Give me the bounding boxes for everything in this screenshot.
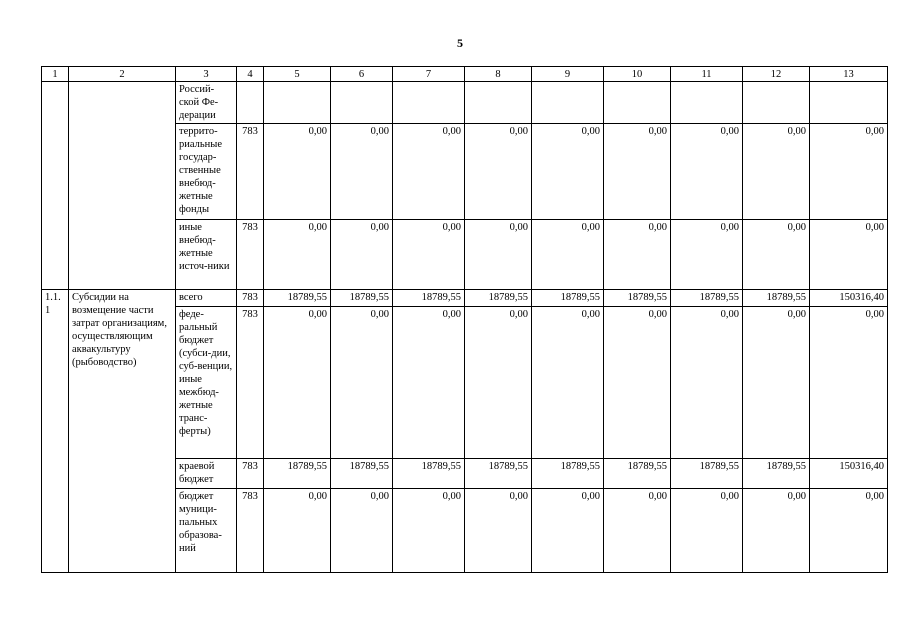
- value-cell: 0,00: [393, 307, 465, 459]
- code-cell: 783: [237, 124, 264, 220]
- value-cell: 0,00: [264, 124, 331, 220]
- value-cell: 0,00: [604, 220, 671, 290]
- value-cell: 0,00: [331, 220, 393, 290]
- value-cell: 0,00: [810, 220, 888, 290]
- column-header: 11: [671, 67, 743, 82]
- value-cell: 18789,55: [264, 459, 331, 489]
- value-cell: 0,00: [743, 307, 810, 459]
- value-cell: [671, 82, 743, 124]
- value-cell: 0,00: [331, 124, 393, 220]
- value-cell: 18789,55: [331, 290, 393, 307]
- value-cell: 18789,55: [743, 459, 810, 489]
- column-header: 9: [532, 67, 604, 82]
- value-cell: 18789,55: [465, 290, 532, 307]
- value-cell: 0,00: [532, 307, 604, 459]
- value-cell: [604, 82, 671, 124]
- value-cell: 0,00: [810, 307, 888, 459]
- value-cell: [331, 82, 393, 124]
- funding-source-cell: феде-ральный бюджет (субси-дии, суб-венции, иные межбюд-жетные транс-ферты): [176, 307, 237, 459]
- value-cell: 0,00: [810, 124, 888, 220]
- value-cell: [393, 82, 465, 124]
- value-cell: 18789,55: [393, 459, 465, 489]
- column-header: 2: [69, 67, 176, 82]
- value-cell: 18789,55: [465, 459, 532, 489]
- page-number: 5: [457, 36, 463, 50]
- value-cell: 0,00: [671, 220, 743, 290]
- value-cell: 0,00: [810, 489, 888, 573]
- column-header: 10: [604, 67, 671, 82]
- value-cell: 150316,40: [810, 290, 888, 307]
- column-header: 3: [176, 67, 237, 82]
- value-cell: 150316,40: [810, 459, 888, 489]
- column-header: 13: [810, 67, 888, 82]
- value-cell: 18789,55: [264, 290, 331, 307]
- value-cell: 18789,55: [743, 290, 810, 307]
- funding-source-cell: всего: [176, 290, 237, 307]
- column-header: 8: [465, 67, 532, 82]
- budget-table: [41, 66, 888, 573]
- value-cell: 0,00: [465, 220, 532, 290]
- table-body: [42, 67, 888, 573]
- value-cell: 0,00: [671, 124, 743, 220]
- value-cell: 0,00: [264, 489, 331, 573]
- code-cell: 783: [237, 290, 264, 307]
- value-cell: 0,00: [393, 124, 465, 220]
- value-cell: 18789,55: [604, 290, 671, 307]
- value-cell: 0,00: [743, 124, 810, 220]
- value-cell: 0,00: [743, 220, 810, 290]
- value-cell: 0,00: [671, 307, 743, 459]
- value-cell: 0,00: [393, 220, 465, 290]
- value-cell: 0,00: [604, 489, 671, 573]
- column-header: 5: [264, 67, 331, 82]
- value-cell: [810, 82, 888, 124]
- value-cell: 18789,55: [671, 290, 743, 307]
- funding-source-cell: краевой бюджет: [176, 459, 237, 489]
- row-name-cell: [69, 82, 176, 290]
- value-cell: 0,00: [465, 307, 532, 459]
- value-cell: 0,00: [532, 489, 604, 573]
- code-cell: 783: [237, 489, 264, 573]
- code-cell: 783: [237, 459, 264, 489]
- value-cell: 0,00: [465, 124, 532, 220]
- value-cell: 18789,55: [532, 459, 604, 489]
- row-id-cell: 1.1.1: [42, 290, 69, 573]
- table-row: [42, 82, 888, 124]
- funding-source-cell: бюджет муници-пальных образова-ний: [176, 489, 237, 573]
- value-cell: [465, 82, 532, 124]
- value-cell: 0,00: [604, 124, 671, 220]
- value-cell: 18789,55: [671, 459, 743, 489]
- value-cell: [264, 82, 331, 124]
- value-cell: 0,00: [465, 489, 532, 573]
- value-cell: 0,00: [331, 489, 393, 573]
- value-cell: 0,00: [532, 220, 604, 290]
- value-cell: 0,00: [393, 489, 465, 573]
- value-cell: 0,00: [671, 489, 743, 573]
- value-cell: 18789,55: [604, 459, 671, 489]
- value-cell: 0,00: [264, 307, 331, 459]
- value-cell: 0,00: [264, 220, 331, 290]
- funding-source-cell: иные внебюд-жетные источ-ники: [176, 220, 237, 290]
- table-row: [42, 290, 888, 307]
- row-name-cell: Субсидии на возмещение части затрат организациям, осуществляющим аквакультуру (рыбоводство): [69, 290, 176, 573]
- code-cell: 783: [237, 307, 264, 459]
- value-cell: [532, 82, 604, 124]
- column-header: 6: [331, 67, 393, 82]
- value-cell: 18789,55: [331, 459, 393, 489]
- column-header: 7: [393, 67, 465, 82]
- value-cell: 0,00: [331, 307, 393, 459]
- column-number-row: [42, 67, 888, 82]
- row-id-cell: [42, 82, 69, 290]
- code-cell: 783: [237, 220, 264, 290]
- value-cell: 18789,55: [532, 290, 604, 307]
- column-header: 1: [42, 67, 69, 82]
- value-cell: 0,00: [743, 489, 810, 573]
- value-cell: [743, 82, 810, 124]
- funding-source-cell: Россий-ской Фе-дерации: [176, 82, 237, 124]
- code-cell: [237, 82, 264, 124]
- value-cell: 0,00: [532, 124, 604, 220]
- funding-source-cell: террито-риальные государ-ственные внебюд-жетные фонды: [176, 124, 237, 220]
- value-cell: 18789,55: [393, 290, 465, 307]
- column-header: 4: [237, 67, 264, 82]
- value-cell: 0,00: [604, 307, 671, 459]
- column-header: 12: [743, 67, 810, 82]
